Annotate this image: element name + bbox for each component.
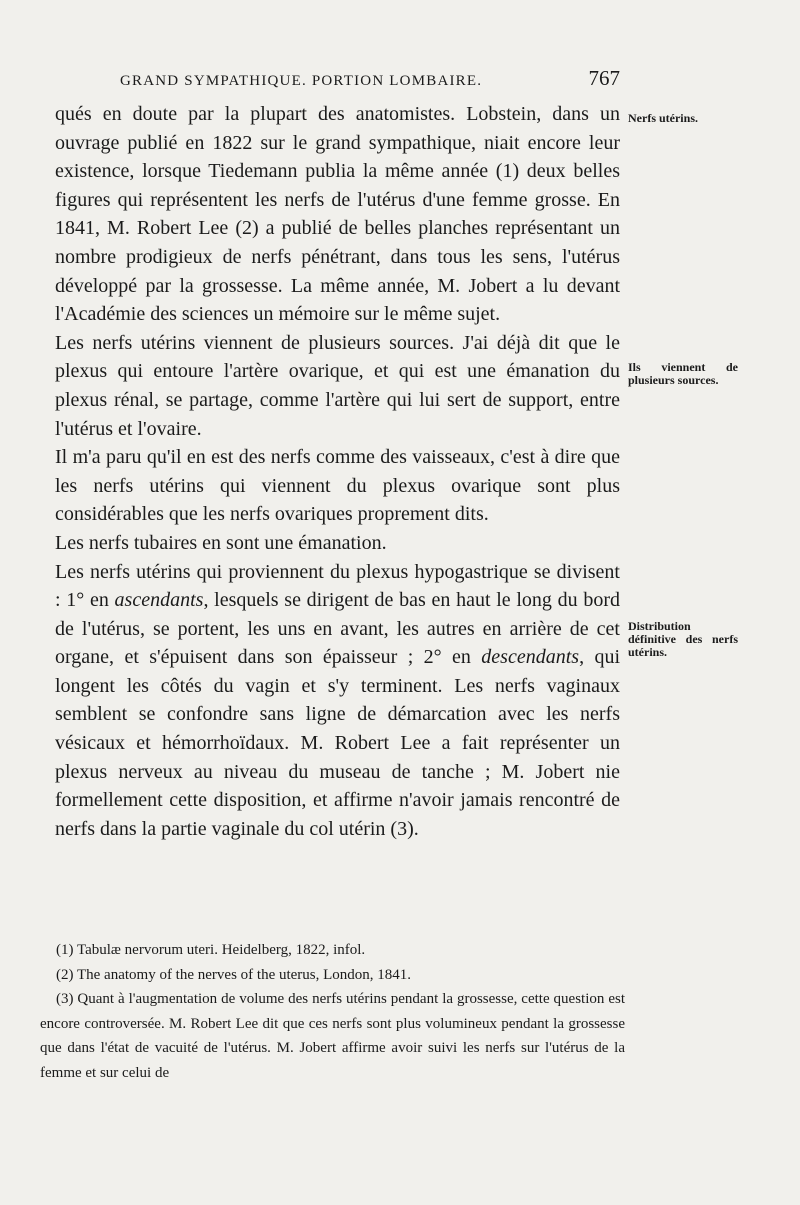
footnote-2: (2) The anatomy of the nerves of the uterus, London, 1841. (56, 966, 412, 983)
term-ascendants: ascendants (114, 589, 204, 612)
margin-note-nerfs-uterins: Nerfs utérins. (628, 111, 698, 125)
margin-note-distribution: Distribution définitive des nerfs utérins. (628, 619, 738, 659)
term-descendants: descendants (481, 646, 580, 669)
paragraph-4: Les nerfs tubaires en sont une émanation. (55, 531, 387, 554)
body-text (55, 100, 620, 843)
margin-note-sources: Ils viennent de plusieurs sources. (628, 360, 738, 387)
paragraph-5-part-1: Les nerfs utérins qui proviennent du plexus hypogastrique se divisent : 1° en (55, 560, 620, 612)
footnote-1: (1) Tabulæ nervorum uteri. Heidelberg, 1822, infol. (56, 942, 366, 958)
footnote-3: (3) Quant à l'augmentation de volume des nerfs utérins pendant la grossesse, cette question est encore controversée. M. Robert Lee dit que ces nerfs sont plus volumineux pendant la grossesse que dans l'état de vacuité de l'utérus. M. Jobert affirme avoir suivi les nerfs sur l'utérus de la femme et sur celui de (40, 991, 625, 1081)
paragraph-5-part-3: , qui longent les côtés du vagin et s'y terminent. Les nerfs vaginaux semblent se confondre sans ligne de démarcation avec les nerfs vésicaux et hémorrhoïdaux. M. Robert Lee a fait représenter un plexus nerveux au niveau du museau de tanche ; M. Jobert nie formellement cette disposition, et affirme n'avoir jamais rencontré de nerfs dans la partie vaginale du col utérin (3). (55, 646, 621, 840)
paragraph-5 (55, 558, 620, 844)
page-header (120, 66, 620, 91)
paragraph-2: Les nerfs utérins viennent de plusieurs sources. J'ai déjà dit que le plexus qui entoure l'artère ovarique, et qui est une émanation du plexus rénal, se partage, comme l'artère qui lui sert de support, entre l'utérus et l'ovaire. (55, 331, 620, 440)
paragraph-5-part-2: , lesquels se dirigent de bas en haut le long du bord de l'utérus, se portent, les uns en avant, les autres en arrière de cet organe, et s'épuisent dans son épaisseur ; 2° en (55, 589, 620, 669)
page-number: 767 (588, 66, 620, 90)
paragraph-1: qués en doute par la plupart des anatomistes. Lobstein, dans un ouvrage publié en 1822 sur le grand sympathique, niait encore leur existence, lorsque Tiedemann publia la même année (1) deux belles figures qui représentent les nerfs de l'utérus d'une femme grosse. En 1841, M. Robert Lee (2) a publié de belles planches représentant un nombre prodigieux de nerfs pénétrant, dans tous les sens, l'utérus développé par la grossesse. La même année, M. Jobert a lu devant l'Académie des sciences un mémoire sur le même sujet. (55, 103, 620, 326)
paragraph-3: Il m'a paru qu'il en est des nerfs comme des vaisseaux, c'est à dire que les nerfs utérins qui viennent du plexus ovarique sont plus considérables que les nerfs ovariques proprement dits. (55, 446, 620, 526)
footnotes (40, 938, 625, 1085)
running-head: GRAND SYMPATHIQUE. PORTION LOMBAIRE. (120, 73, 483, 89)
